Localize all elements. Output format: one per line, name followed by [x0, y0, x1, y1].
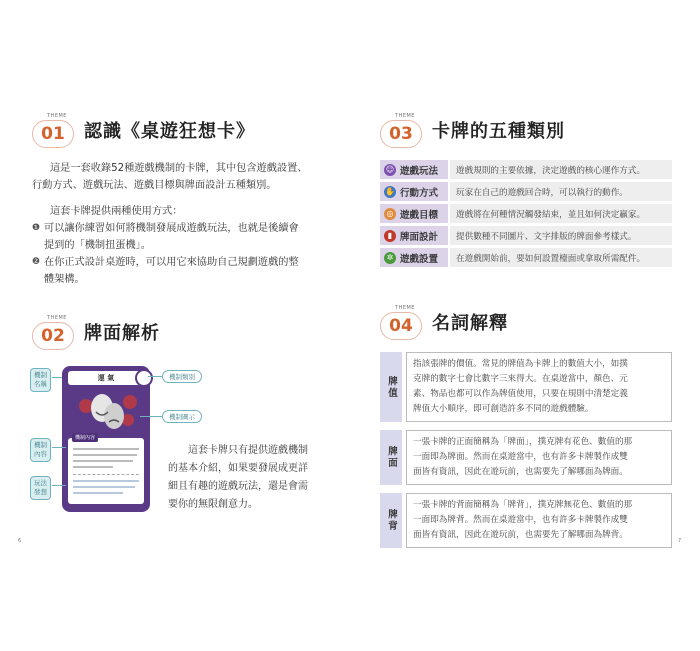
use-line: 可以讓你練習如何將機制發展成遊戲玩法，也就是後續會: [44, 223, 299, 234]
card-illustration: [62, 366, 150, 512]
term-line: 面皆有資訊，因此在遊玩前，也需要先了解哪面為牌面。: [413, 467, 628, 477]
term-row: [380, 493, 672, 548]
term-line: 克牌的數字七會比數字三來得大。在桌遊當中，顏色、元: [413, 374, 628, 384]
theme-badge: [32, 314, 76, 350]
type-desc: 提供數種不同圖片、文字排版的牌面參考樣式。: [450, 226, 672, 245]
type-name: 遊戲設置: [400, 253, 439, 265]
type-name: 遊戲玩法: [400, 165, 439, 177]
term-name: 牌值: [380, 352, 402, 422]
type-name-cell: [380, 248, 448, 267]
card-content-box: [68, 435, 144, 504]
tag-gameplay-ideas: 玩法 發想: [30, 476, 51, 500]
tag-mechanic-name: 機制 名稱: [30, 368, 51, 392]
section-title: 卡牌的五種類別: [432, 121, 565, 142]
use-line: 在你正式設計桌遊時，可以用它來協助自己規劃遊戲的整: [44, 257, 299, 268]
section-02-header: [32, 314, 160, 350]
section-01-header: [32, 112, 255, 148]
theme-number: 03: [389, 124, 413, 144]
type-name-cell: [380, 160, 448, 179]
term-row: [380, 430, 672, 485]
use-line: 提到的「機制扭蛋機」。: [44, 240, 151, 251]
type-name-cell: [380, 226, 448, 245]
type-row: [380, 182, 672, 201]
card-box-label: 機制內容: [72, 433, 98, 442]
term-line: 素、物品也都可以作為牌值使用，只要在規則中清楚定義: [413, 389, 628, 399]
explain-line: 這套卡牌只有提供遊戲機制: [188, 445, 308, 456]
intro-line: 這是一套收錄52種遊戲機制的卡牌，其中包含遊戲設置、: [50, 163, 308, 174]
section-04-header: [380, 304, 508, 340]
page-number-right: 7: [678, 538, 682, 544]
bullet-marker: ❶: [32, 223, 41, 233]
type-name: 牌面設計: [400, 231, 439, 243]
theme-badge: [380, 112, 424, 148]
term-line: 一張卡牌的正面簡稱為「牌面」，撲克牌有花色、數值的那: [413, 437, 633, 447]
page-number-left: 6: [18, 538, 22, 544]
hand-icon: ✋: [385, 187, 395, 196]
tag-mechanic-icon: 機制圖示: [162, 410, 202, 423]
theme-badge: [32, 112, 76, 148]
term-line: 牌值大小順序，即可創造許多不同的遊戲體驗。: [413, 404, 594, 414]
use-item-2: [32, 254, 332, 288]
theme-label: THEME: [395, 113, 415, 119]
term-line: 面皆有資訊，因此在遊玩前，也需要先了解哪面為牌背。: [413, 530, 628, 540]
theme-number: 02: [41, 326, 65, 346]
term-desc: [406, 493, 672, 548]
card-icon: ▮: [384, 230, 396, 242]
smile-icon: ☺: [385, 165, 395, 174]
uses-heading: 這套卡牌提供兩種使用方式：: [50, 206, 183, 217]
card-name: 運 氣: [68, 371, 144, 385]
term-desc: [406, 352, 672, 422]
intro-paragraph: [32, 160, 332, 288]
term-line: 一張卡牌的背面簡稱為「牌背」，撲克牌無花色、數值的那: [413, 500, 633, 510]
explain-line: 的基本介紹，如果要發展成更詳: [168, 463, 308, 474]
type-desc: 遊戲規則的主要依據，決定遊戲的核心運作方式。: [450, 160, 672, 179]
intro-line: 行動方式、遊戲玩法、遊戲目標與牌面設計五種類別。: [32, 180, 277, 191]
explain-line: 細且有趣的遊戲玩法，還是會需: [168, 481, 308, 492]
explain-paragraph: [168, 442, 338, 514]
card-divider: [73, 474, 139, 476]
theme-label: THEME: [395, 305, 415, 311]
term-name: 牌背: [380, 493, 402, 548]
term-line: 一面即為牌面。然而在桌遊當中，也有許多卡牌製作成雙: [413, 452, 628, 462]
tag-mechanic-category: 機制類別: [162, 370, 202, 383]
use-item-1: [32, 220, 332, 254]
type-row: [380, 160, 672, 179]
theme-number: 01: [41, 124, 65, 144]
theme-label: THEME: [47, 113, 67, 119]
tag-mechanic-content: 機制 內容: [30, 438, 51, 462]
term-line: 一面即為牌背。然而在桌遊當中，也有許多卡牌製作成雙: [413, 515, 628, 525]
type-desc: 遊戲將在何種情況觸發結束，並且如何決定贏家。: [450, 204, 672, 223]
target-icon: ◎: [384, 208, 396, 220]
theme-label: THEME: [47, 315, 67, 321]
type-row: [380, 248, 672, 267]
gear-icon: ✲: [384, 252, 396, 264]
type-name: 行動方式: [400, 187, 439, 199]
section-title: 名詞解釋: [432, 313, 508, 334]
type-row: [380, 226, 672, 245]
section-title: 認識《桌遊狂想卡》: [84, 121, 255, 142]
term-desc: [406, 430, 672, 485]
term-row: [380, 352, 672, 422]
mask-icon: [72, 388, 142, 436]
type-row: [380, 204, 672, 223]
bullet-marker: ❷: [32, 257, 41, 267]
card-types-table: [380, 160, 672, 270]
type-name: 遊戲目標: [400, 209, 439, 221]
section-03-header: [380, 112, 565, 148]
type-desc: 在遊戲開始前，要如何設置檯面或拿取所需配件。: [450, 248, 672, 267]
theme-number: 04: [389, 316, 413, 336]
term-name: 牌面: [380, 430, 402, 485]
type-desc: 玩家在自己的遊戲回合時，可以執行的動作。: [450, 182, 672, 201]
use-line: 體架構。: [44, 274, 85, 285]
type-name-cell: [380, 204, 448, 223]
explain-line: 要你的無限創意力。: [168, 499, 258, 510]
section-title: 牌面解析: [84, 323, 160, 344]
terms-table: [380, 352, 672, 556]
category-icon: [135, 369, 153, 387]
type-name-cell: [380, 182, 448, 201]
term-line: 指該張牌的價值。常見的牌值為卡牌上的數值大小，如撲: [413, 359, 628, 369]
theme-badge: [380, 304, 424, 340]
